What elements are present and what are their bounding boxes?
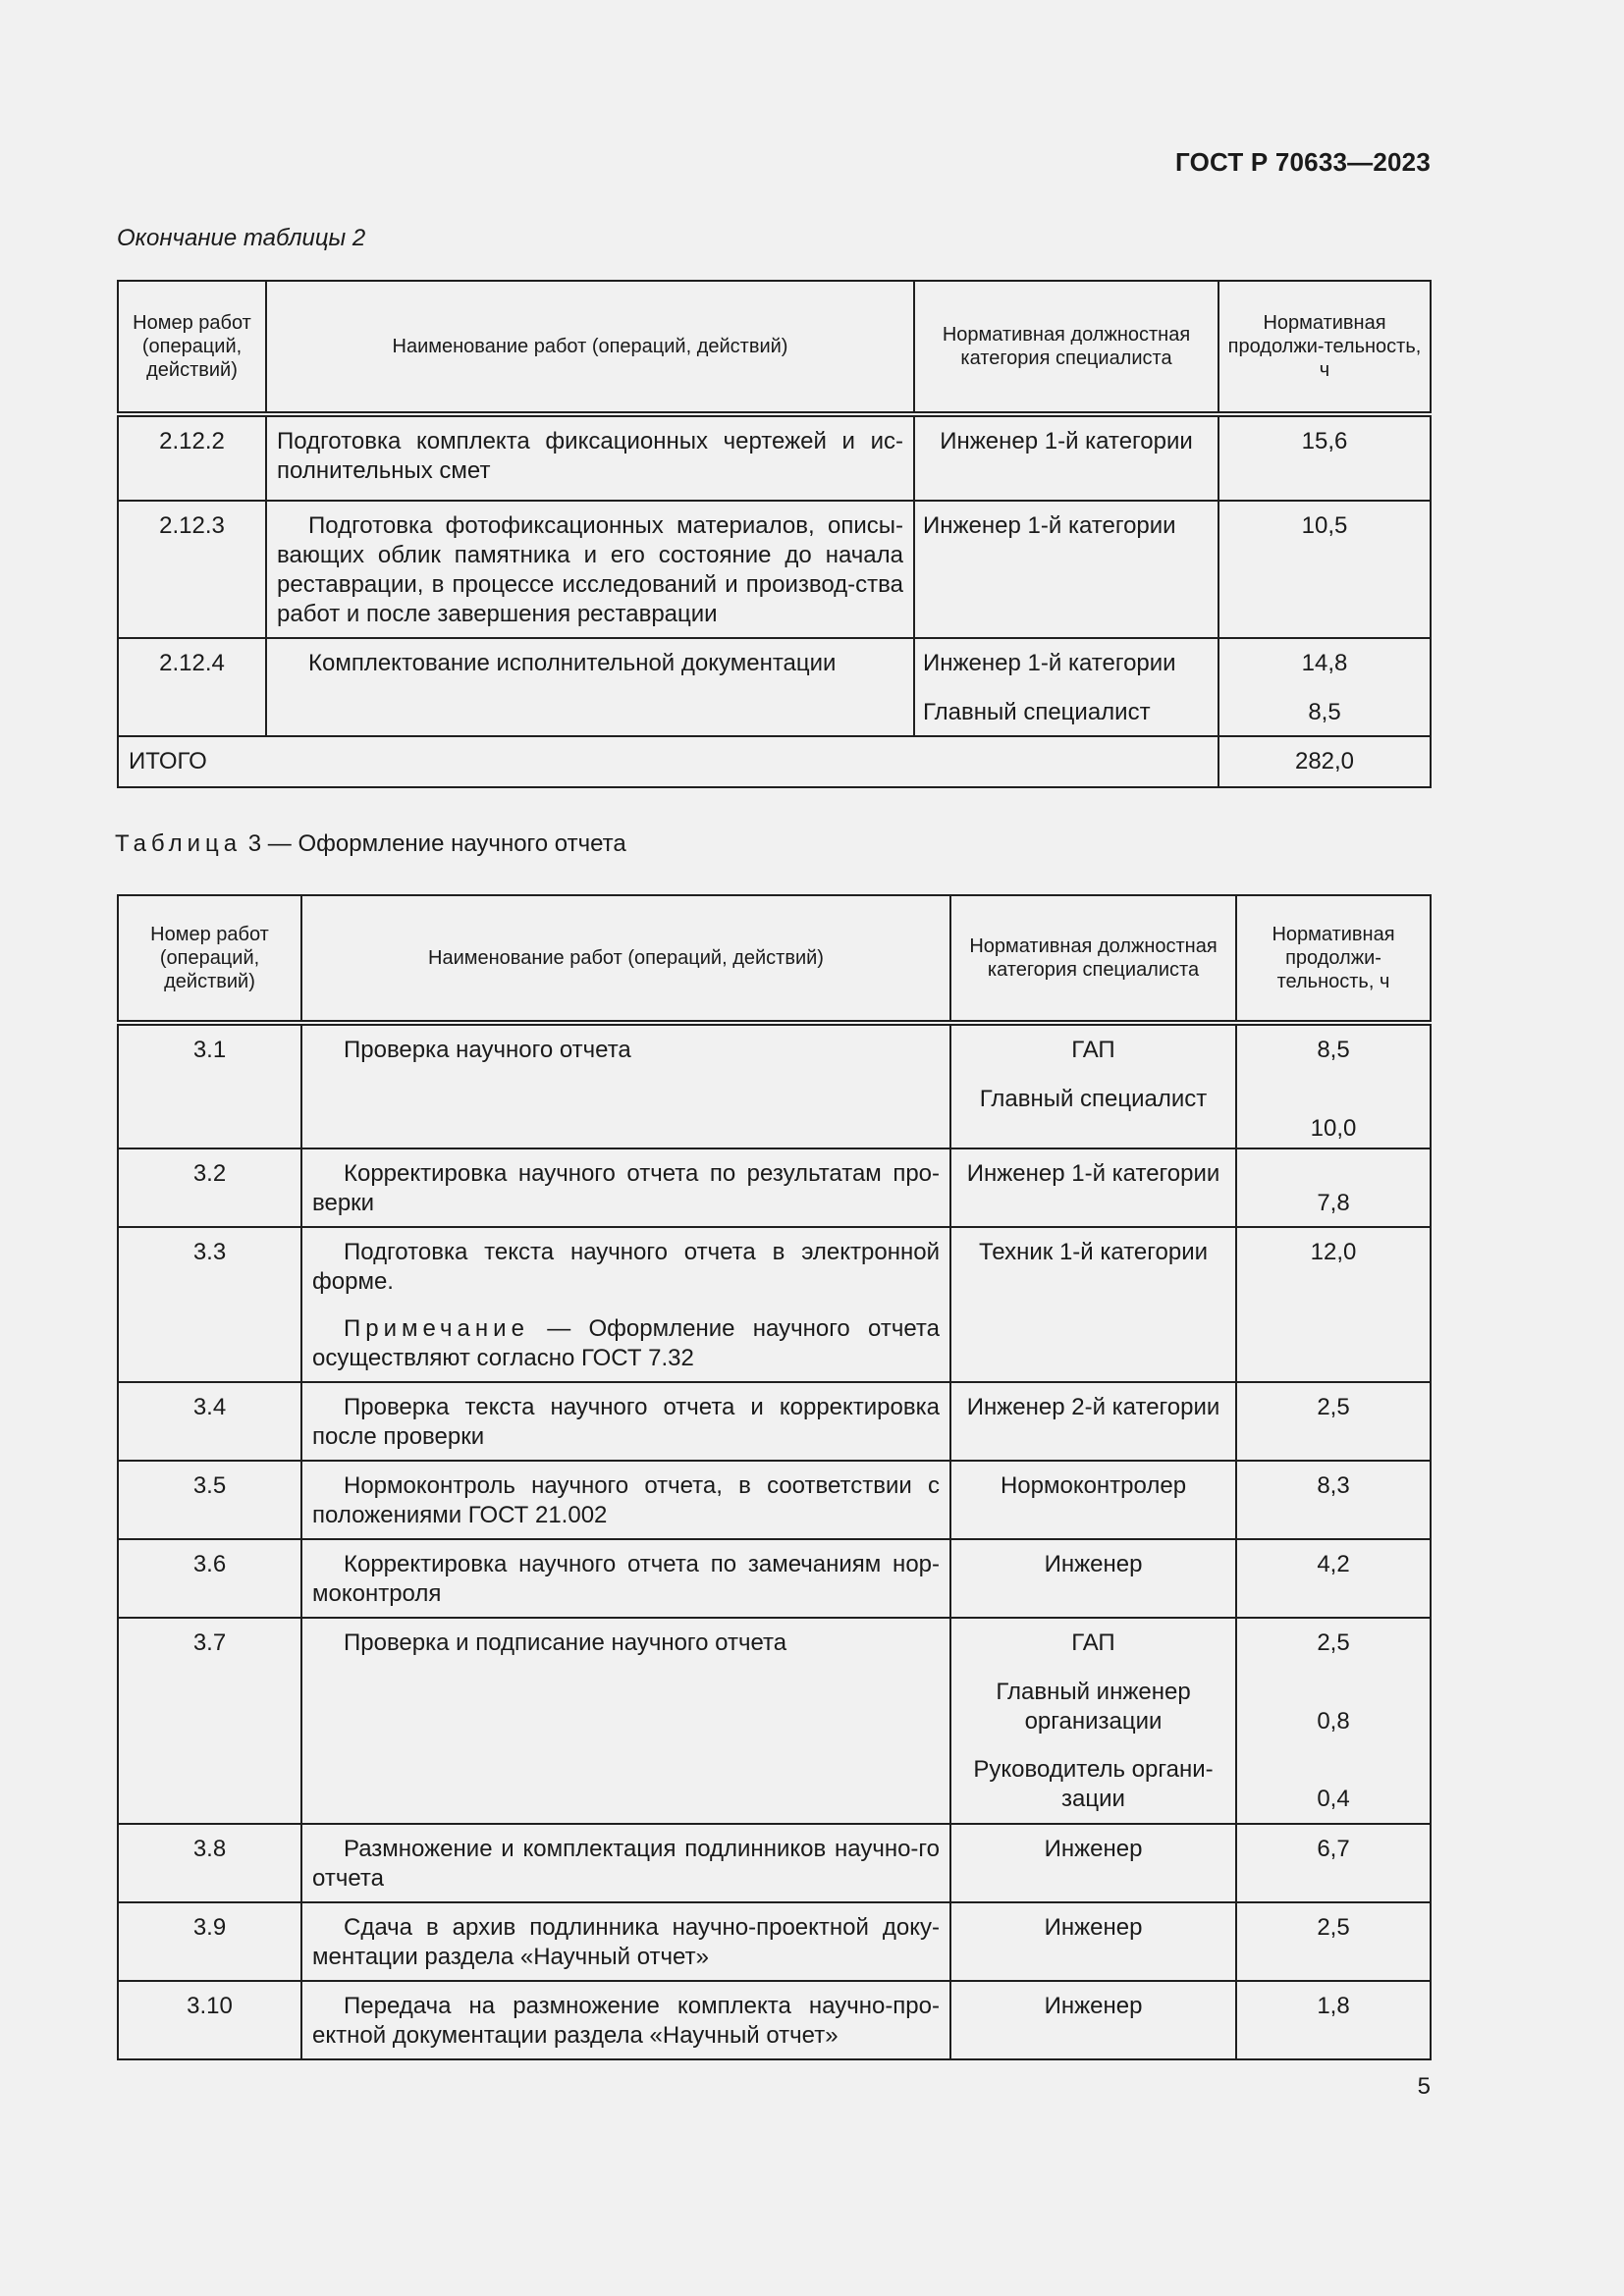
row-name: Комплектование исполнительной документации (266, 638, 914, 736)
row-duration: 8,3 (1236, 1461, 1431, 1539)
row-duration: 8,5 10,0 (1236, 1023, 1431, 1148)
row-category: Техник 1-й категории (950, 1227, 1236, 1382)
row-duration: 2,5 0,8 0,4 (1236, 1618, 1431, 1824)
row-number: 3.8 (118, 1824, 301, 1902)
row-duration: 14,8 8,5 (1218, 638, 1431, 736)
row-category: Инженер 1-й категории Главный специалист (914, 638, 1218, 736)
row-number: 3.3 (118, 1227, 301, 1382)
total-value: 282,0 (1218, 736, 1431, 787)
table-row (118, 501, 1431, 638)
row-name: Подготовка текста научного отчета в электронной форме. Примечание — Оформление научного отчета осуществляют согласно ГОСТ 7.32 (301, 1227, 950, 1382)
col-header-number: Номер работ (операций, действий) (118, 895, 301, 1023)
row-number: 3.4 (118, 1382, 301, 1461)
table-row (118, 1227, 1431, 1382)
table-row (118, 1382, 1431, 1461)
total-label: ИТОГО (118, 736, 1218, 787)
row-duration: 12,0 (1236, 1227, 1431, 1382)
col-header-number: Номер работ (операций, действий) (118, 281, 266, 414)
row-category: ГАП Главный инженер организации Руководитель органи-зации (950, 1618, 1236, 1824)
row-duration: 10,5 (1218, 501, 1431, 638)
col-header-category: Нормативная должностная категория специалиста (914, 281, 1218, 414)
table-2 (117, 280, 1432, 788)
row-category: Инженер 1-й категории (950, 1148, 1236, 1227)
table-row (118, 1824, 1431, 1902)
row-duration: 7,8 (1236, 1148, 1431, 1227)
row-name: Проверка текста научного отчета и корректировка после проверки (301, 1382, 950, 1461)
row-name: Нормоконтроль научного отчета, в соответствии с положениями ГОСТ 21.002 (301, 1461, 950, 1539)
row-name: Корректировка научного отчета по результатам про-верки (301, 1148, 950, 1227)
table-row (118, 1023, 1431, 1148)
row-duration: 2,5 (1236, 1382, 1431, 1461)
row-number: 3.10 (118, 1981, 301, 2059)
col-header-name: Наименование работ (операций, действий) (301, 895, 950, 1023)
row-number: 3.1 (118, 1023, 301, 1148)
row-duration: 4,2 (1236, 1539, 1431, 1618)
col-header-duration: Нормативная продолжи-тельность, ч (1236, 895, 1431, 1023)
table-row (118, 1618, 1431, 1824)
row-name: Проверка и подписание научного отчета (301, 1618, 950, 1824)
table2-caption: Окончание таблицы 2 (117, 225, 366, 251)
row-number: 3.2 (118, 1148, 301, 1227)
table-row (118, 638, 1431, 736)
table-row (118, 414, 1431, 501)
row-number: 3.7 (118, 1618, 301, 1824)
row-duration: 15,6 (1218, 414, 1431, 501)
row-duration: 1,8 (1236, 1981, 1431, 2059)
row-name: Корректировка научного отчета по замечаниям нор-моконтроля (301, 1539, 950, 1618)
row-category: Инженер 1-й категории (914, 501, 1218, 638)
row-category: Инженер (950, 1981, 1236, 2059)
row-number: 2.12.4 (118, 638, 266, 736)
row-number: 3.5 (118, 1461, 301, 1539)
row-number: 2.12.2 (118, 414, 266, 501)
row-name: Размножение и комплектация подлинников научно-го отчета (301, 1824, 950, 1902)
row-name: Подготовка комплекта фиксационных чертежей и ис-полнительных смет (266, 414, 914, 501)
row-name: Проверка научного отчета (301, 1023, 950, 1148)
row-category: Инженер (950, 1539, 1236, 1618)
row-name: Передача на размножение комплекта научно-про-ектной документации раздела «Научный отчет» (301, 1981, 950, 2059)
table-row (118, 1902, 1431, 1981)
note-label: Примечание (344, 1315, 529, 1342)
col-header-duration: Нормативная продолжи-тельность, ч (1218, 281, 1431, 414)
total-row (118, 736, 1431, 787)
row-number: 2.12.3 (118, 501, 266, 638)
row-category: Инженер 1-й категории (914, 414, 1218, 501)
row-category: ГАП Главный специалист (950, 1023, 1236, 1148)
row-number: 3.9 (118, 1902, 301, 1981)
table-row (118, 1539, 1431, 1618)
row-category: Инженер (950, 1824, 1236, 1902)
col-header-name: Наименование работ (операций, действий) (266, 281, 914, 414)
row-name: Подготовка фотофиксационных материалов, описы-вающих облик памятника и его состояние до начала реставрации, в процессе исследований и производ-ства работ и после завершения реставрации (266, 501, 914, 638)
row-category: Нормоконтролер (950, 1461, 1236, 1539)
col-header-category: Нормативная должностная категория специалиста (950, 895, 1236, 1023)
row-duration: 6,7 (1236, 1824, 1431, 1902)
row-number: 3.6 (118, 1539, 301, 1618)
document-header: ГОСТ Р 70633—2023 (1175, 147, 1431, 177)
table-row (118, 1461, 1431, 1539)
row-category: Инженер 2-й категории (950, 1382, 1236, 1461)
table-3 (117, 894, 1432, 2060)
row-duration: 2,5 (1236, 1902, 1431, 1981)
table3-caption: Таблица 3 — Оформление научного отчета (115, 830, 626, 857)
row-category: Инженер (950, 1902, 1236, 1981)
page-number: 5 (1417, 2073, 1431, 2100)
table-row (118, 1148, 1431, 1227)
table-row (118, 1981, 1431, 2059)
row-name: Сдача в архив подлинника научно-проектной доку-ментации раздела «Научный отчет» (301, 1902, 950, 1981)
